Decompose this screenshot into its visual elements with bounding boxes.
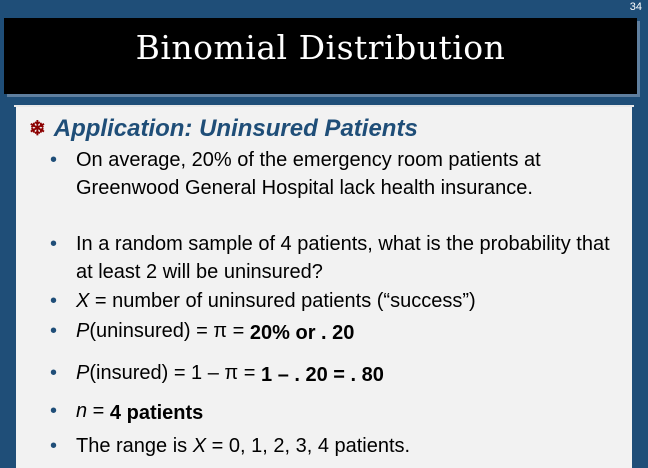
list-item bbox=[50, 318, 626, 346]
bullet-text: (insured) = 1 – π = bbox=[89, 362, 262, 384]
bullet-text: In a random sample of 4 patients, what is the probability that at least 2 will be uninsured? bbox=[76, 233, 610, 283]
bullet-text: = 0, 1, 2, 3, 4 patients. bbox=[206, 435, 411, 457]
variable-x: X bbox=[76, 290, 90, 312]
answer-text: 20% or . 20 bbox=[249, 322, 355, 344]
snowflake-icon: ❄ bbox=[29, 117, 46, 140]
title-bar bbox=[4, 18, 637, 94]
bullet-icon: • bbox=[50, 233, 58, 255]
bullet-text: The range is bbox=[76, 435, 193, 457]
page-number: 34 bbox=[629, 1, 642, 13]
bullet-icon: • bbox=[50, 320, 58, 342]
variable-n: n bbox=[76, 400, 88, 422]
bullet-icon: • bbox=[50, 290, 58, 312]
bullet-icon: • bbox=[50, 362, 58, 384]
answer-text: 4 patients bbox=[109, 402, 204, 424]
section-heading-text: Application: Uninsured Patients bbox=[53, 115, 418, 142]
list-item bbox=[50, 231, 626, 286]
bullet-text: = bbox=[87, 400, 110, 422]
bullet-icon: • bbox=[50, 435, 58, 457]
list-item bbox=[50, 360, 626, 388]
list-item bbox=[50, 398, 626, 426]
bullet-text: (uninsured) = π = bbox=[89, 320, 250, 342]
variable-p: P bbox=[76, 320, 90, 342]
list-item bbox=[50, 147, 626, 202]
list-item bbox=[50, 433, 626, 461]
answer-text: 1 – . 20 = . 80 bbox=[261, 364, 384, 386]
section-heading bbox=[29, 115, 418, 143]
list-item bbox=[50, 288, 626, 316]
bullet-text: = number of uninsured patients (“success”) bbox=[89, 290, 476, 312]
variable-p: P bbox=[76, 362, 90, 384]
bullet-icon: • bbox=[50, 400, 58, 422]
variable-x: X bbox=[192, 435, 207, 457]
slide-title: Binomial Distribution bbox=[135, 27, 506, 67]
bullet-text: On average, 20% of the emergency room patients at Greenwood General Hospital lack health insurance. bbox=[76, 149, 541, 199]
content-panel bbox=[16, 107, 632, 468]
bullet-icon: • bbox=[50, 149, 58, 171]
